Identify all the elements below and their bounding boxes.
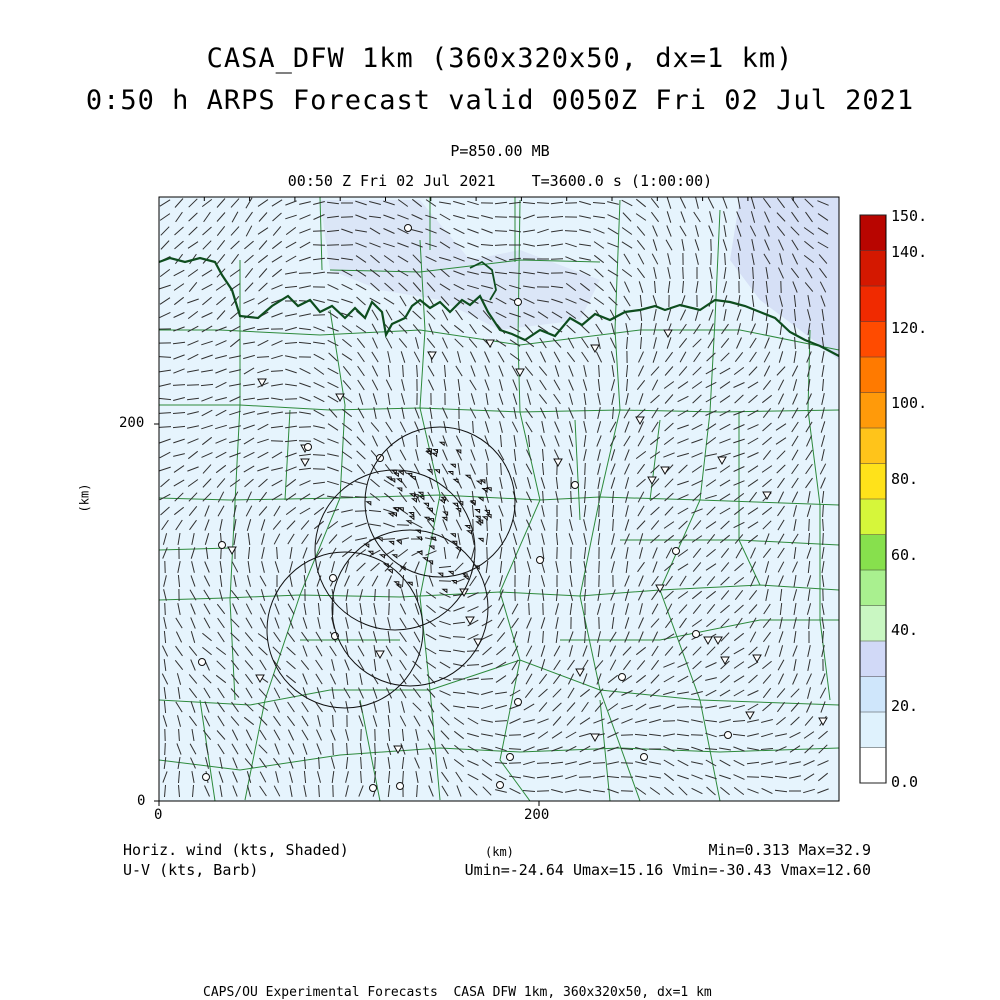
title-line-2: 0:50 h ARPS Forecast valid 0050Z Fri 02 Jul 2021 xyxy=(85,85,915,116)
colorbar-label: 0.0 xyxy=(891,773,919,791)
colorbar-label: 40. xyxy=(891,621,919,639)
colorbar-swatch xyxy=(860,286,886,322)
x-tick-0: 0 xyxy=(154,807,163,823)
colorbar-swatch xyxy=(860,677,886,713)
colorbar-label: 100. xyxy=(891,394,928,412)
x-axis-label: (km) xyxy=(485,845,514,859)
colorbar-swatch xyxy=(860,606,886,642)
colorbar-label: 20. xyxy=(891,697,919,715)
time-info: 00:50 Z Fri 02 Jul 2021 T=3600.0 s (1:00:00) xyxy=(287,172,713,190)
legend-shaded-label: Horiz. wind (kts, Shaded) xyxy=(123,841,349,859)
colorbar-swatch xyxy=(860,357,886,393)
colorbar-swatch xyxy=(860,499,886,535)
colorbar-label: 140. xyxy=(891,243,928,261)
colorbar-swatch xyxy=(860,535,886,571)
x-tick-200: 200 xyxy=(524,807,550,823)
y-axis-label: (km) xyxy=(77,483,92,513)
colorbar-swatch xyxy=(860,322,886,358)
colorbar-label: 120. xyxy=(891,319,928,337)
colorbar-label: 150. xyxy=(891,207,928,225)
colorbar-swatch xyxy=(860,748,886,784)
footer-credit: CAPS/OU Experimental Forecasts CASA DFW 1km, 360x320x50, dx=1 km xyxy=(203,985,712,1000)
colorbar-swatch xyxy=(860,428,886,464)
colorbar-label: 60. xyxy=(891,546,919,564)
colorbar-swatch xyxy=(860,215,886,251)
colorbar-label: 80. xyxy=(891,470,919,488)
y-tick-0: 0 xyxy=(137,793,146,809)
legend-barb-label: U-V (kts, Barb) xyxy=(123,861,259,879)
colorbar-swatch xyxy=(860,570,886,606)
uv-range-values: Umin=-24.64 Umax=15.16 Vmin=-30.43 Vmax=12.60 xyxy=(464,861,871,879)
title-line-1: CASA_DFW 1km (360x320x50, dx=1 km) xyxy=(206,43,794,74)
colorbar xyxy=(860,215,886,783)
colorbar-swatch xyxy=(860,464,886,500)
y-tick-200: 200 xyxy=(119,415,145,431)
colorbar-swatch xyxy=(860,251,886,287)
colorbar-swatch xyxy=(860,712,886,748)
pressure-level: P=850.00 MB xyxy=(450,142,550,160)
colorbar-swatch xyxy=(860,393,886,429)
min-max-values: Min=0.313 Max=32.9 xyxy=(708,841,871,859)
colorbar-swatch xyxy=(860,641,886,677)
